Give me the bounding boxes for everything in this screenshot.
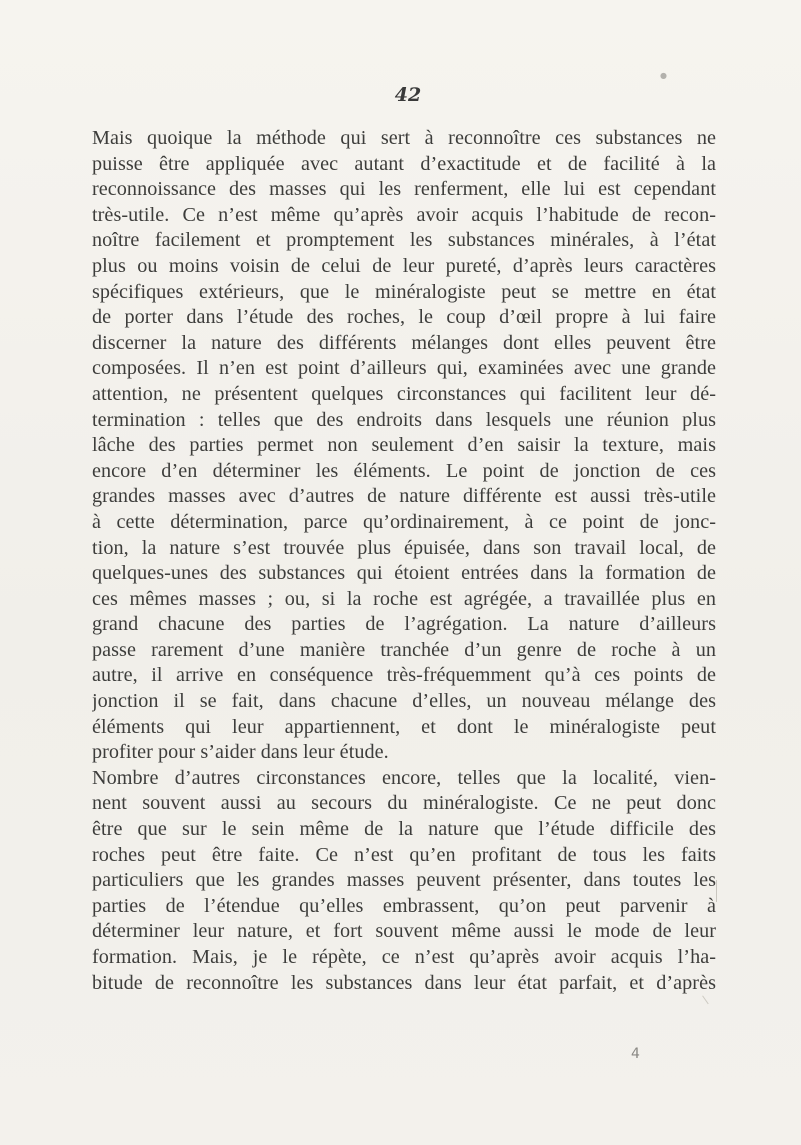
text-line: composées. Il n’en est point d’ailleurs qui, examinées avec une grande [92, 357, 716, 380]
text-line: noître facilement et promptement les substances minérales, à l’état [92, 229, 716, 252]
text-line: autre, il arrive en conséquence très-fréquemment qu’à ces points de [92, 664, 716, 687]
page-number: 42 [394, 84, 422, 106]
text-line: très-utile. Ce n’est même qu’après avoir acquis l’habitude de recon- [92, 203, 716, 226]
text-line: grand chacune des parties de l’agrégation. La nature d’ailleurs [92, 613, 716, 636]
text-line: ces mêmes masses ; ou, si la roche est agrégée, a travaillée plus en [92, 587, 716, 610]
text-line: profiter pour s’aider dans leur étude. [92, 741, 389, 764]
text-line: lâche des parties permet non seulement d’en saisir la texture, mais [92, 434, 716, 457]
text-line: parties de l’étendue qu’elles embrassent, qu’on peut parvenir à [92, 894, 716, 917]
text-line: passe rarement d’une manière tranchée d’un genre de roche à un [92, 638, 716, 661]
text-line: être que sur le sein même de la nature que l’étude difficile des [92, 818, 716, 841]
text-line: Nombre d’autres circonstances encore, telles que la localité, vien- [92, 766, 716, 789]
signature-mark: 4 [631, 1046, 640, 1062]
text-line: plus ou moins voisin de celui de leur pureté, d’après leurs caractères [92, 254, 716, 277]
paper-speck: ● [660, 71, 667, 80]
text-line: éléments qui leur appartiennent, et dont le minéralogiste peut [92, 715, 716, 738]
text-line: reconnoissance des masses qui les renferment, elle lui est cependant [92, 178, 716, 201]
text-line: quelques-unes des substances qui étoient entrées dans la formation de [92, 562, 716, 585]
text-line: jonction il se fait, dans chacune d’elles, un nouveau mélange des [92, 690, 716, 713]
text-line: termination : telles que des endroits dans lesquels une réunion plus [92, 408, 716, 431]
text-line: Mais quoique la méthode qui sert à reconnoître ces substances ne [92, 127, 716, 149]
text-line: déterminer leur nature, et fort souvent même aussi le mode de leur [92, 920, 716, 943]
text-line: nent souvent aussi au secours du minéralogiste. Ce ne peut donc [92, 792, 716, 815]
paper-mark [716, 880, 717, 902]
text-line: grandes masses avec d’autres de nature différente est aussi très-utile [92, 485, 716, 508]
body-text [92, 126, 716, 996]
text-line: de porter dans l’étude des roches, le coup d’œil propre à lui faire [92, 306, 716, 329]
text-line: bitude de reconnoître les substances dans leur état parfait, et d’après [92, 971, 716, 994]
text-line: puisse être appliquée avec autant d’exactitude et de facilité à la [92, 152, 716, 175]
text-line: roches peut être faite. Ce n’est qu’en profitant de tous les faits [92, 843, 716, 866]
text-line: spécifiques extérieurs, que le minéralogiste peut se mettre en état [92, 280, 716, 303]
text-line: à cette détermination, parce qu’ordinairement, à ce point de jonc- [92, 510, 716, 533]
text-line: encore d’en déterminer les éléments. Le point de jonction de ces [92, 459, 716, 482]
text-line: tion, la nature s’est trouvée plus épuisée, dans son travail local, de [92, 536, 716, 559]
text-line: discerner la nature des différents mélanges dont elles peuvent être [92, 331, 716, 354]
text-line: formation. Mais, je le répète, ce n’est qu’après avoir acquis l’ha- [92, 946, 716, 968]
text-line: particuliers que les grandes masses peuvent présenter, dans toutes les [92, 869, 716, 892]
text-line: attention, ne présentent quelques circonstances qui facilitent leur dé- [92, 382, 716, 405]
